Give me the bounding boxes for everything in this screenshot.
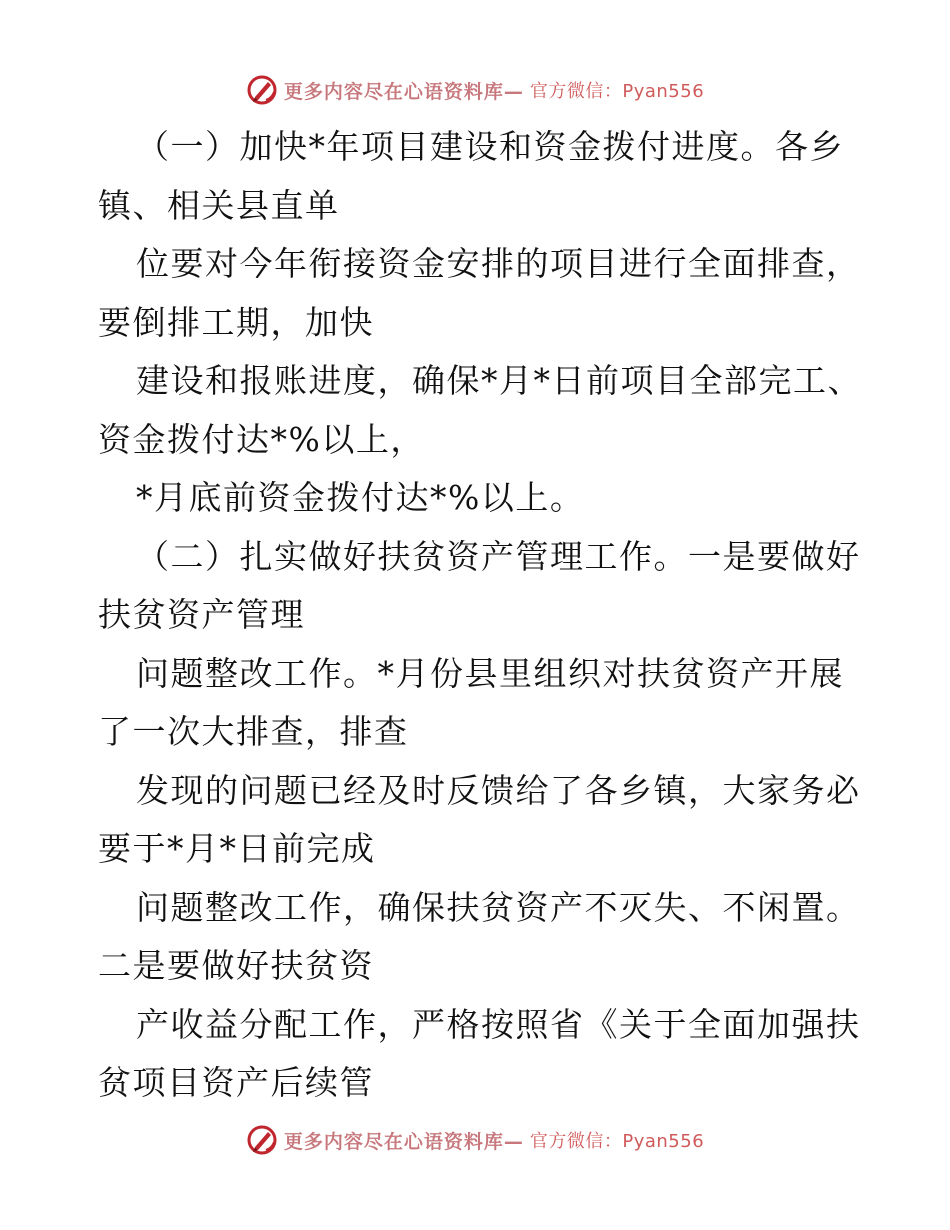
banner-contact: 官方微信：Pyan556 bbox=[529, 81, 705, 102]
paragraph-line: 二是要做好扶贫资 bbox=[98, 946, 374, 985]
paragraph-line: 镇、相关县直单 bbox=[98, 185, 340, 225]
paragraph-line: （二）扎实做好扶贫资产管理工作。一是要做好 bbox=[136, 536, 861, 576]
banner-contact: 官方微信：Pyan556 bbox=[529, 1131, 705, 1152]
paragraph-line: 了一次大排查，排查 bbox=[98, 712, 409, 751]
paragraph-line: 要倒排工期，加快 bbox=[98, 302, 374, 342]
paragraph-line: 扶贫资产管理 bbox=[98, 595, 305, 634]
paragraph-line: 产收益分配工作，严格按照省《关于全面加强扶 bbox=[136, 1004, 861, 1044]
footer-banner bbox=[0, 1120, 950, 1160]
paragraph-line: 位要对今年衔接资金安排的项目进行全面排查， bbox=[136, 244, 861, 283]
banner-text: 更多内容尽在心语资料库— bbox=[283, 80, 524, 103]
paragraph-line: *月底前资金拨付达*%以上。 bbox=[136, 478, 585, 517]
header-banner bbox=[0, 70, 950, 110]
paragraph-line: 问题整改工作，确保扶贫资产不灭失、不闲置。 bbox=[136, 887, 861, 927]
paragraph-line: 问题整改工作。*月份县里组织对扶贫资产开展 bbox=[136, 653, 844, 693]
banner-text: 更多内容尽在心语资料库— bbox=[283, 1130, 524, 1153]
paragraph-line: （一）加快*年项目建设和资金拨付进度。各乡 bbox=[136, 127, 844, 166]
document-body bbox=[98, 118, 878, 1113]
pen-seal-logo-icon bbox=[246, 74, 278, 106]
paragraph-line: 要于*月*日前完成 bbox=[98, 829, 376, 868]
paragraph-line: 发现的问题已经及时反馈给了各乡镇，大家务必 bbox=[136, 770, 861, 810]
paragraph-line: 贫项目资产后续管 bbox=[98, 1063, 374, 1102]
pen-seal-logo-icon bbox=[246, 1124, 278, 1156]
paragraph-line: 建设和报账进度，确保*月*日前项目全部完工、 bbox=[136, 361, 862, 400]
paragraph-line: 资金拨付达*%以上， bbox=[98, 419, 425, 459]
